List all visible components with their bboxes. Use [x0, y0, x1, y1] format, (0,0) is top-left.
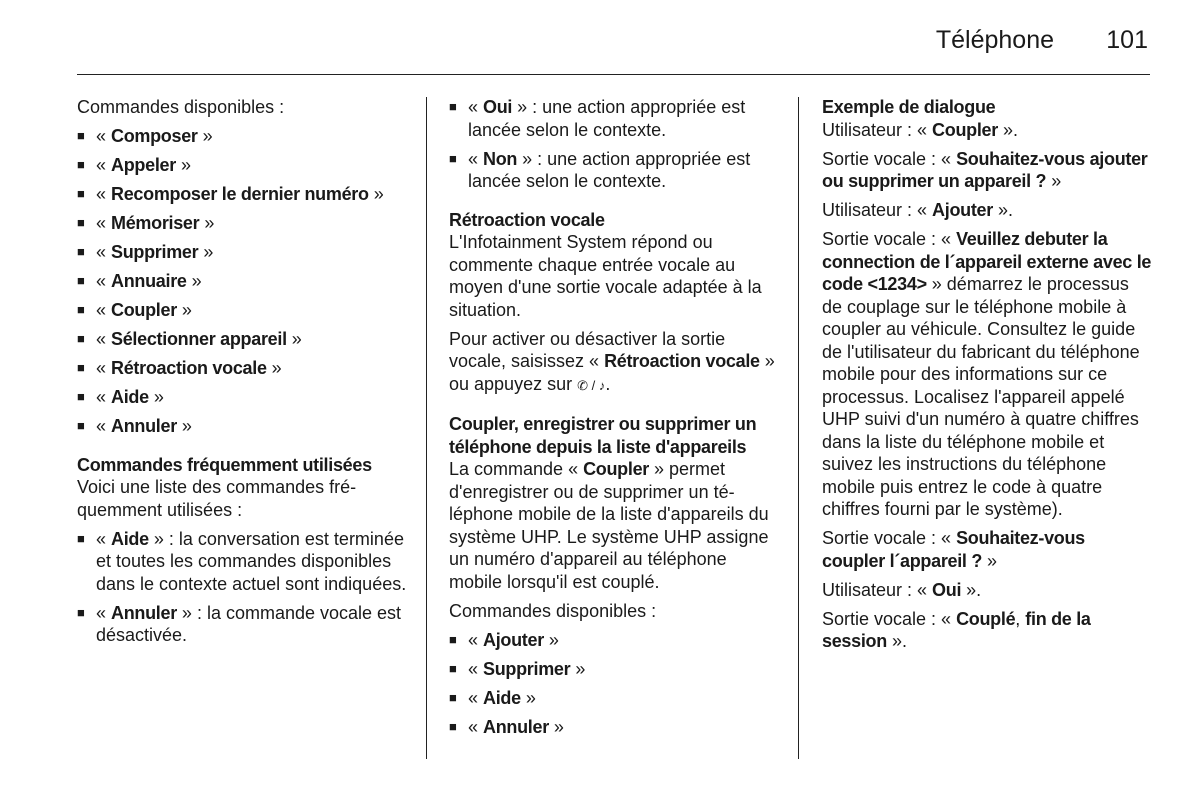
column-3: [822, 96, 1152, 659]
section-heading-feedback: Rétroaction vocale: [449, 209, 605, 230]
dialogue-voice-1: Sortie vocale : « Souhaitez-vous ajouter ou supprimer un appareil ? »: [822, 148, 1148, 191]
header-divider: [77, 74, 1150, 75]
frequent-command-list: [77, 528, 407, 647]
pairing-text: La commande « Coupler » permet d'enregistrer ou de supprimer un téléphone mobile de la liste d'appareils du système UHP. Le système UHP assigne un numéro d'appareil au téléphone mobile lorsqu'il est couplé.: [449, 459, 769, 592]
page-number: 101: [1106, 26, 1148, 54]
list-item: ■ « Annuaire »: [77, 270, 407, 293]
list-item: ■ « Aide » : la conversation est terminée et toutes les commandes disponibles dans le contexte actuel sont indiquées.: [77, 528, 407, 596]
commands-intro: Commandes disponibles :: [77, 97, 285, 117]
frequent-intro: Voici une liste des commandes fréquemment utilisées :: [77, 477, 357, 520]
list-item: ■ « Appeler »: [77, 154, 407, 177]
list-item: ■ « Sélectionner appareil »: [77, 328, 407, 351]
list-item: ■ « Non » : une action appropriée est lancée selon le contexte.: [449, 148, 781, 193]
list-item: ■ « Ajouter »: [449, 629, 781, 652]
section-heading-pairing: Coupler, enregistrer ou supprimer un téléphone depuis la liste d'appareils: [449, 414, 757, 457]
list-item: ■ « Annuler » : la commande vocale est désactivée.: [77, 602, 407, 647]
list-item: ■ « Annuler »: [77, 415, 407, 438]
dialogue-voice-3: Sortie vocale : « Souhaitez-vous coupler l´appareil ? »: [822, 528, 1085, 571]
feedback-text: L'Infotainment System répond ou commente chaque entrée vocale au moyen d'une sortie vocale adaptée à la situation.: [449, 232, 762, 320]
command-list: [77, 125, 407, 438]
list-item: ■ « Supprimer »: [77, 241, 407, 264]
list-item: ■ « Oui » : une action appropriée est lancée selon le contexte.: [449, 96, 781, 141]
list-item: ■ « Coupler »: [77, 299, 407, 322]
list-item: ■ « Mémoriser »: [77, 212, 407, 235]
activate-text: Pour activer ou désactiver la sortie vocale, saisissez « Rétroaction vocale » ou appuyez sur ✆ / ♪.: [449, 328, 775, 394]
available-intro: Commandes disponibles :: [449, 600, 657, 621]
list-item: ■ « Recomposer le dernier numéro »: [77, 183, 407, 206]
yes-no-list: [449, 96, 781, 193]
phone-voice-icon: ✆ / ♪: [577, 377, 606, 393]
list-item: ■ « Aide »: [449, 687, 781, 710]
dialogue-user-1: Utilisateur : « Coupler ».: [822, 119, 1018, 140]
dialogue-user-2: Utilisateur : « Ajouter ».: [822, 200, 1013, 220]
list-item: ■ « Aide »: [77, 386, 407, 409]
list-item: ■ « Supprimer »: [449, 658, 781, 681]
list-item: ■ « Composer »: [77, 125, 407, 148]
available-command-list: [449, 629, 781, 739]
list-item: ■ « Annuler »: [449, 716, 781, 739]
section-heading-example: Exemple de dialogue: [822, 97, 996, 117]
column-1: [77, 96, 407, 653]
column-divider-2: [798, 97, 799, 759]
dialogue-user-3: Utilisateur : « Oui ».: [822, 579, 982, 600]
list-item: ■ « Rétroaction vocale »: [77, 357, 407, 380]
dialogue-voice-2: Sortie vocale : « Veuillez debuter la connection de l´appareil externe avec le code <1234> » démarrez le processus de couplage sur le téléphone mobile à coupler au véhicule. Consultez le guide de l'utilisateur du fabricant du téléphone mobile pour des informations sur ce processus. Localisez l'appareil appelé UHP suivi d'un numéro à quatre chiffres dans la liste du téléphone mobile et suivez les instructions du téléphone mobile puis entrez le code à quatre chiffres fourni par le système).: [822, 229, 1152, 519]
dialogue-voice-4: Sortie vocale : « Couplé, fin de la session ».: [822, 608, 1091, 651]
column-2: [449, 96, 781, 745]
column-divider-1: [426, 97, 427, 759]
page-title: Téléphone: [935, 26, 1054, 54]
section-heading-frequent: Commandes fréquemment utilisées: [77, 454, 372, 475]
